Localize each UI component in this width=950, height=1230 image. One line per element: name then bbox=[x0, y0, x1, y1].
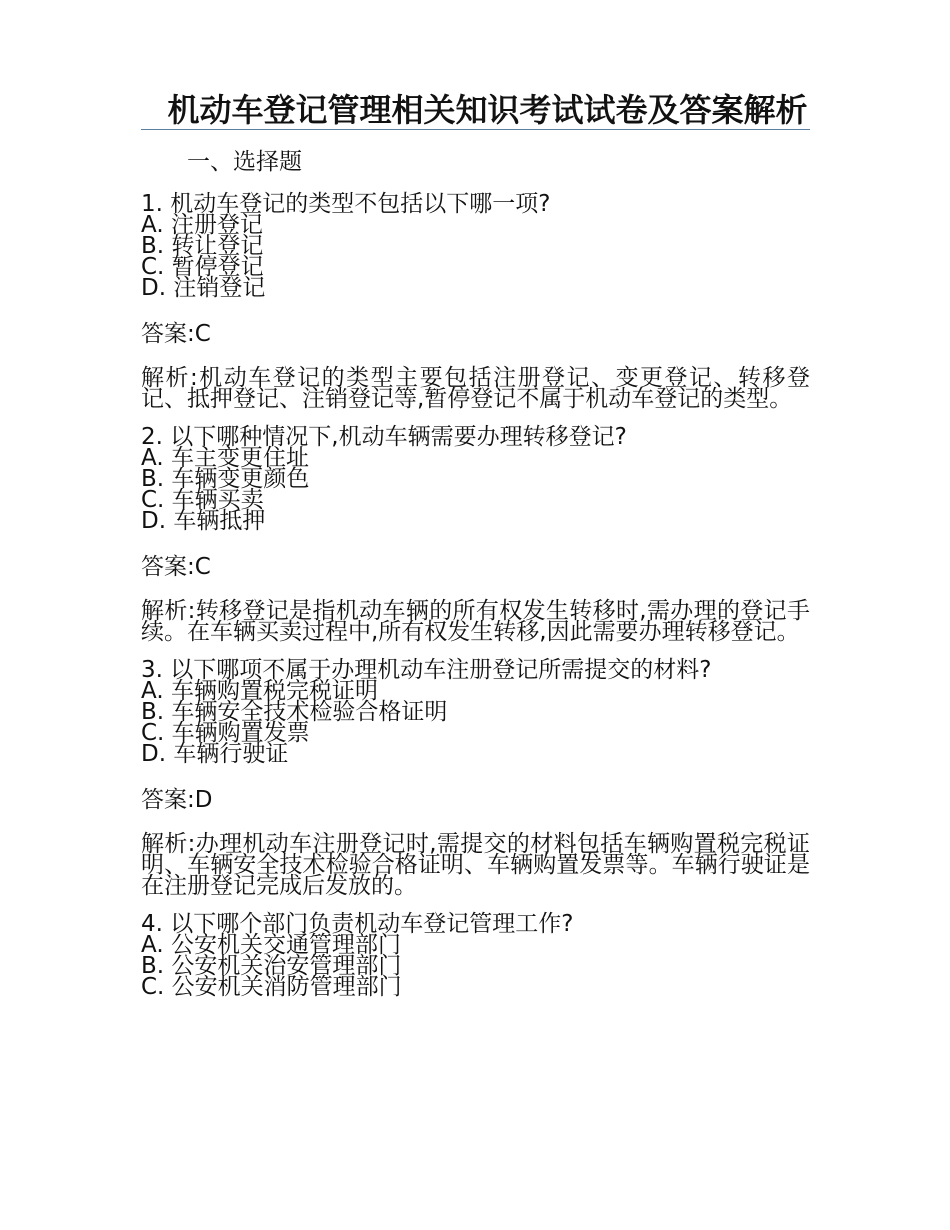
analysis: 解析:办理机动车注册登记时,需提交的材料包括车辆购置税完税证明、车辆安全技术检验合格证明、车辆购置发票等。车辆行驶证是在注册登记完成后发放的。 bbox=[141, 831, 810, 899]
analysis: 解析:转移登记是指机动车辆的所有权发生转移时,需办理的登记手续。在车辆买卖过程中,所有权发生转移,因此需要办理转移登记。 bbox=[141, 598, 810, 645]
analysis: 解析:机动车登记的类型主要包括注册登记、变更登记、转移登记、抵押登记、注销登记等,暂停登记不属于机动车登记的类型。 bbox=[141, 365, 810, 412]
option-d: D. 车辆抵押 bbox=[141, 508, 266, 534]
document-title: 机动车登记管理相关知识考试试卷及答案解析 bbox=[167, 91, 808, 129]
option-b: B. 车辆变更颜色 bbox=[141, 466, 310, 492]
option-d: D. 注销登记 bbox=[141, 275, 266, 301]
question-text: 1. 机动车登记的类型不包括以下哪一项? bbox=[141, 191, 551, 217]
question-4 bbox=[141, 911, 810, 1000]
question-1 bbox=[141, 191, 810, 301]
option-c: C. 公安机关消防管理部门 bbox=[141, 974, 402, 1000]
option-a: A. 车辆购置税完税证明 bbox=[141, 678, 378, 704]
answer: 答案:C bbox=[141, 321, 211, 347]
option-a: A. 车主变更住址 bbox=[141, 445, 309, 471]
option-a: A. 公安机关交通管理部门 bbox=[141, 932, 401, 958]
title-divider bbox=[141, 129, 810, 130]
question-text: 4. 以下哪个部门负责机动车登记管理工作? bbox=[141, 911, 574, 937]
question-text: 3. 以下哪项不属于办理机动车注册登记所需提交的材料? bbox=[141, 657, 712, 683]
answer: 答案:C bbox=[141, 554, 211, 580]
question-text: 2. 以下哪种情况下,机动车辆需要办理转移登记? bbox=[141, 424, 627, 450]
option-c: C. 车辆买卖 bbox=[141, 487, 264, 513]
option-c: C. 暂停登记 bbox=[141, 254, 264, 280]
answer: 答案:D bbox=[141, 787, 213, 813]
option-d: D. 车辆行驶证 bbox=[141, 741, 289, 767]
question-3 bbox=[141, 657, 810, 767]
option-c: C. 车辆购置发票 bbox=[141, 720, 310, 746]
section-heading: 一、选择题 bbox=[187, 149, 302, 175]
option-b: B. 公安机关治安管理部门 bbox=[141, 953, 402, 979]
option-b: B. 转让登记 bbox=[141, 233, 264, 259]
option-b: B. 车辆安全技术检验合格证明 bbox=[141, 699, 448, 725]
option-a: A. 注册登记 bbox=[141, 212, 263, 238]
document-page bbox=[141, 91, 810, 1000]
question-2 bbox=[141, 424, 810, 534]
